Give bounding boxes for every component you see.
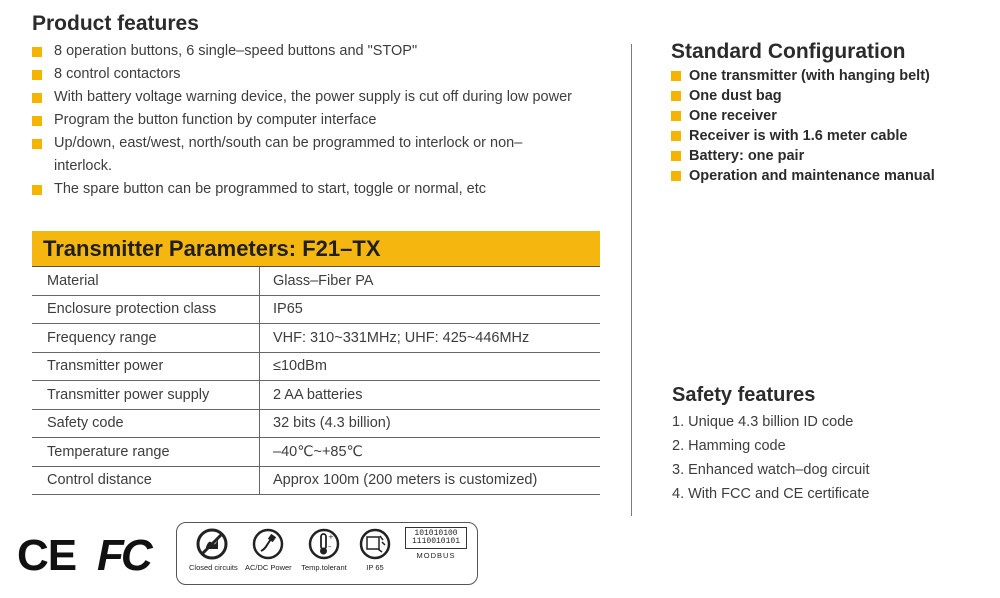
param-value: 32 bits (4.3 billion) <box>260 409 601 438</box>
binary-line: 1110010101 <box>411 537 460 546</box>
list-item-text: With battery voltage warning device, the power supply is cut off during low power <box>54 89 572 105</box>
list-item <box>671 126 991 146</box>
list-item: 3. Enhanced watch–dog circuit <box>672 462 870 478</box>
ac-dc-power-badge <box>245 527 291 572</box>
param-key: Enclosure protection class <box>32 295 260 324</box>
param-key: Control distance <box>32 466 260 495</box>
param-value: IP65 <box>260 295 601 324</box>
param-value: 2 AA batteries <box>260 381 601 410</box>
list-item-text: 8 control contactors <box>54 66 181 82</box>
list-item-text: Receiver is with 1.6 meter cable <box>689 128 908 144</box>
power-plug-icon <box>251 527 285 561</box>
list-item-text: The spare button can be programmed to start, toggle or normal, etc <box>54 181 487 197</box>
safety-features-title: Safety features <box>672 384 816 406</box>
list-item-text: Battery: one pair <box>689 148 805 164</box>
param-value: –40℃~+85℃ <box>260 438 601 467</box>
list-item-text: Up/down, east/west, north/south can be programmed to interlock or non–interlock. <box>54 135 523 174</box>
list-item <box>32 86 622 109</box>
list-item <box>671 166 991 186</box>
param-key: Transmitter power supply <box>32 381 260 410</box>
transmitter-parameters-title: Transmitter Parameters: F21–TX <box>32 231 600 267</box>
vertical-divider <box>631 44 632 516</box>
product-features-list <box>32 40 622 201</box>
list-item: 1. Unique 4.3 billion ID code <box>672 414 854 430</box>
closed-circuits-label: Closed circuits <box>189 563 238 572</box>
parameters-table <box>32 267 600 495</box>
table-row <box>32 466 600 495</box>
param-value: Approx 100m (200 meters is customized) <box>260 466 601 495</box>
certification-icons-panel <box>176 522 478 585</box>
bullet-square-icon <box>671 71 681 81</box>
bullet-square-icon <box>671 171 681 181</box>
param-value: Glass–Fiber PA <box>260 267 601 295</box>
bullet-square-icon <box>32 47 42 57</box>
param-key: Safety code <box>32 409 260 438</box>
modbus-label: MODBUS <box>416 551 456 560</box>
list-item <box>32 63 622 86</box>
standard-configuration-list <box>671 66 991 186</box>
ip65-label: IP 65 <box>366 563 384 572</box>
table-row <box>32 267 600 295</box>
svg-text:–: – <box>328 542 332 550</box>
svg-text:+: + <box>328 533 334 541</box>
thermometer-icon <box>307 527 341 561</box>
bullet-square-icon <box>671 111 681 121</box>
ip-rating-icon <box>358 527 392 561</box>
param-key: Frequency range <box>32 324 260 353</box>
table-row <box>32 295 600 324</box>
param-value: VHF: 310~331MHz; UHF: 425~446MHz <box>260 324 601 353</box>
bullet-square-icon <box>671 91 681 101</box>
param-key: Material <box>32 267 260 295</box>
bullet-square-icon <box>32 93 42 103</box>
param-key: Transmitter power <box>32 352 260 381</box>
product-features-title: Product features <box>32 12 199 35</box>
modbus-badge <box>405 527 467 560</box>
fcc-logo: FC <box>97 531 150 580</box>
list-item-text: Program the button function by computer interface <box>54 112 377 128</box>
closed-circuits-badge <box>189 527 238 572</box>
list-item-text: One dust bag <box>689 88 782 104</box>
table-row <box>32 381 600 410</box>
binary-line: 101010100 <box>414 529 458 538</box>
bullet-square-icon <box>32 116 42 126</box>
binary-code-icon <box>405 527 467 549</box>
list-item <box>671 86 991 106</box>
temp-tolerant-label: Temp.tolerant <box>301 563 347 572</box>
list-item-text: One receiver <box>689 108 777 124</box>
bullet-square-icon <box>671 131 681 141</box>
ac-dc-power-label: AC/DC Power <box>245 563 292 572</box>
temp-tolerant-badge <box>301 527 347 572</box>
transmitter-parameters <box>32 231 600 495</box>
bullet-square-icon <box>32 185 42 195</box>
list-item-text: Operation and maintenance manual <box>689 168 935 184</box>
list-item-text: One transmitter (with hanging belt) <box>689 68 930 84</box>
safety-features-list <box>672 410 992 506</box>
list-item-text: 8 operation buttons, 6 single–speed buttons and "STOP" <box>54 43 418 59</box>
table-row <box>32 438 600 467</box>
list-item <box>32 132 574 178</box>
list-item <box>671 146 991 166</box>
param-key: Temperature range <box>32 438 260 467</box>
list-item: 4. With FCC and CE certificate <box>672 486 870 502</box>
ip65-badge <box>355 527 395 572</box>
list-item <box>32 178 622 201</box>
bullet-square-icon <box>671 151 681 161</box>
table-row <box>32 352 600 381</box>
list-item <box>32 40 622 63</box>
closed-circuits-icon <box>195 527 229 561</box>
list-item <box>671 106 991 126</box>
table-row <box>32 409 600 438</box>
bullet-square-icon <box>32 70 42 80</box>
table-row <box>32 324 600 353</box>
list-item <box>32 109 622 132</box>
bullet-square-icon <box>32 139 42 149</box>
param-value: ≤10dBm <box>260 352 601 381</box>
ce-logo: CE <box>17 531 77 580</box>
list-item <box>671 66 991 86</box>
list-item: 2. Hamming code <box>672 438 786 454</box>
standard-configuration-title: Standard Configuration <box>671 40 906 63</box>
